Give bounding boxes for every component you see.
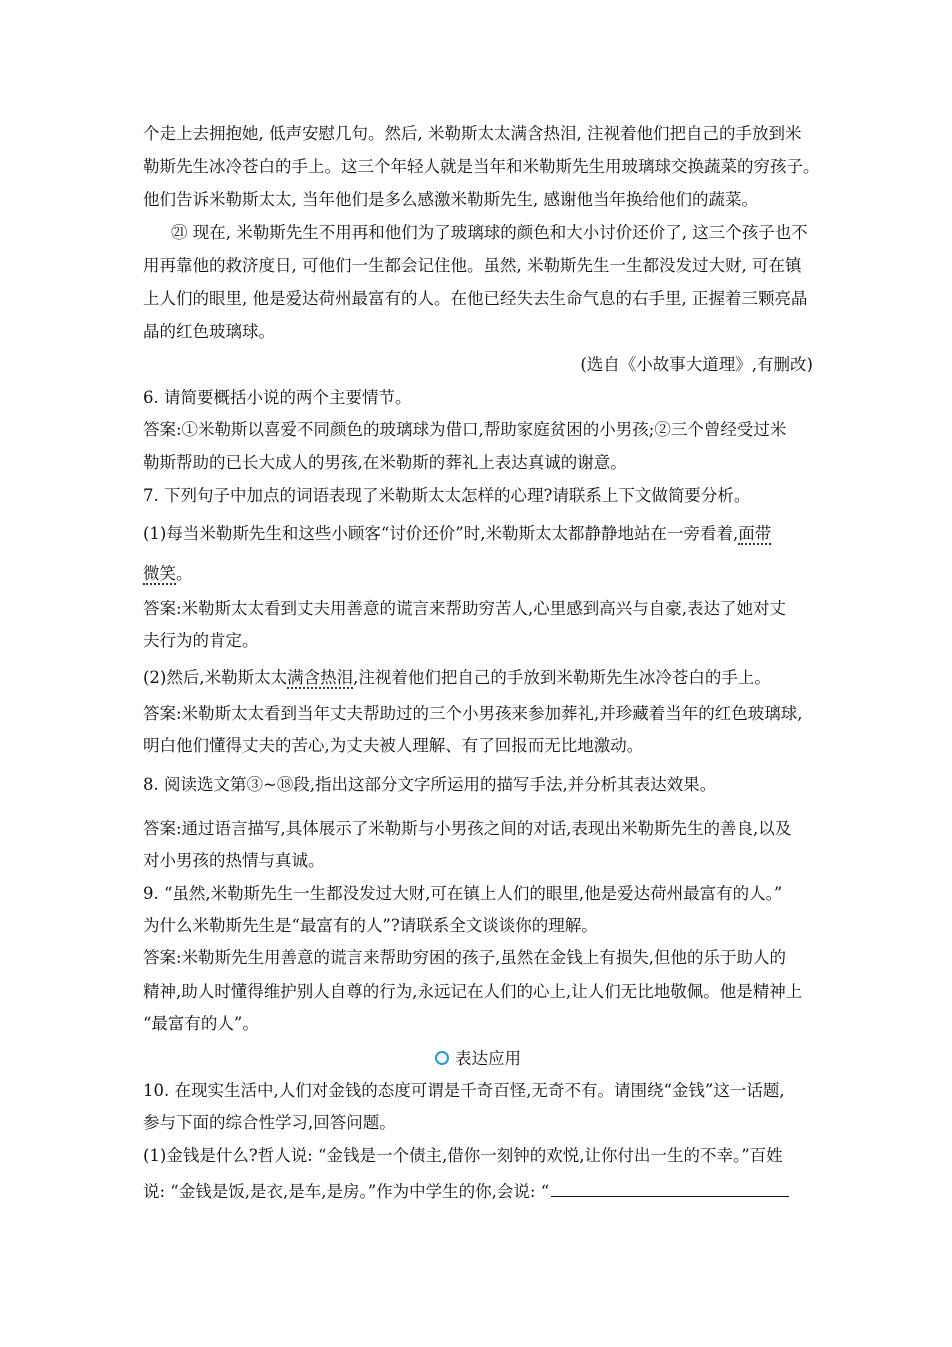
part-1-text: (1)每当米勒斯先生和这些小顾客“讨价还价”时,米勒斯太太都静静地站在一旁看着, <box>143 524 739 543</box>
question-10-text: 说: “金钱是饭,是衣,是车,是房。”作为中学生的你,会说: “ <box>143 1182 550 1201</box>
section-title: 表达应用 <box>455 1049 521 1068</box>
dotted-word: 满含热泪 <box>287 668 354 687</box>
part-2-text: (2)然后,米勒斯太太 <box>143 668 288 687</box>
question-8: 8. 阅读选文第③~⑱段,指出这部分文字所运用的描写手法,并分析其表达效果。 <box>143 775 717 794</box>
answer-blank[interactable] <box>551 1178 789 1197</box>
question-9-line: 9. “虽然,米勒斯先生一生都没发过大财,可在镇上人们的眼里,他是爱达荷州最富有的人。” <box>143 884 783 903</box>
question-7: 7. 下列句子中加点的词语表现了米勒斯太太怎样的心理?请联系上下文做简要分析。 <box>143 486 751 505</box>
answer-6-line: 勒斯帮助的已长大成人的男孩,在米勒斯的葬礼上表达真诚的谢意。 <box>143 453 627 472</box>
part-2-text-end: ,注视着他们把自己的手放到米勒斯先生冰冷苍白的手上。 <box>353 668 771 687</box>
question-10-last-line <box>143 1178 789 1204</box>
answer-9-line: “最富有的人”。 <box>143 1014 259 1033</box>
dotted-word: 微笑 <box>143 564 176 583</box>
passage-line: 晶的红色玻璃球。 <box>143 322 275 341</box>
passage-line: ㉑ 现在, 米勒斯先生不用再和他们为了玻璃球的颜色和大小讨价还价了, 这三个孩子也不 <box>171 223 808 242</box>
passage-line: 他们告诉米勒斯太太, 当年他们是多么感激米勒斯先生, 感谢他当年换给他们的蔬菜。 <box>143 190 758 209</box>
passage-line: 用再靠他的救济度日, 可他们一生都会记住他。虽然, 米勒斯先生一生都没发过大财, 可在镇 <box>143 256 802 275</box>
source-citation: (选自《小故事大道理》,有删改) <box>580 355 813 374</box>
question-7-part-2 <box>143 666 771 690</box>
question-10-line: 10. 在现实生活中,人们对金钱的态度可谓是千奇百怪,无奇不有。请围绕“金钱”这一话题, <box>143 1081 785 1100</box>
answer-6-line: 答案:①米勒斯以喜爱不同颜色的玻璃球为借口,帮助家庭贫困的小男孩;②三个曾经受过米 <box>143 420 787 439</box>
answer-8-line: 对小男孩的热情与真诚。 <box>143 851 325 870</box>
answer-7-2-line: 答案:米勒斯太太看到当年丈夫帮助过的三个小男孩来参加葬礼,并珍藏着当年的红色玻璃球, <box>143 704 803 723</box>
answer-7-1-line: 答案:米勒斯太太看到丈夫用善意的谎言来帮助穷苦人,心里感到高兴与自豪,表达了她对丈 <box>143 599 787 618</box>
answer-7-1-line: 夫行为的肯定。 <box>143 631 259 650</box>
passage-line: 上人们的眼里, 他是爱达荷州最富有的人。在他已经失去生命气息的右手里, 正握着三颗亮晶 <box>143 289 808 308</box>
answer-9-line: 答案:米勒斯先生用善意的谎言来帮助穷困的孩子,虽然在金钱上有损失,但他的乐于助人的 <box>143 948 787 967</box>
answer-8-line: 答案:通过语言描写,具体展示了米勒斯与小男孩之间的对话,表现出米勒斯先生的善良,以及 <box>143 819 792 838</box>
question-6: 6. 请简要概括小说的两个主要情节。 <box>143 388 412 407</box>
answer-7-2-line: 明白他们懂得丈夫的苦心,为丈夫被人理解、有了回报而无比地激动。 <box>143 736 644 755</box>
dotted-word: 面带 <box>738 524 772 543</box>
question-9-line: 为什么米勒斯先生是“最富有的人”?请联系全文谈谈你的理解。 <box>143 916 598 935</box>
question-10-line: (1)金钱是什么?哲人说: “金钱是一个债主,借你一刻钟的欢悦,让你付出一生的不幸。”百姓 <box>143 1146 783 1165</box>
question-10-line: 参与下面的综合性学习,回答问题。 <box>143 1113 396 1132</box>
circle-icon <box>435 1051 449 1065</box>
passage-line: 个走上去拥抱她, 低声安慰几句。然后, 米勒斯太太满含热泪, 注视着他们把自己的手放到米 <box>143 124 802 143</box>
part-1-end: 。 <box>176 564 193 583</box>
question-7-part-1-cont <box>143 562 193 586</box>
question-7-part-1 <box>143 522 771 546</box>
section-heading <box>143 1047 813 1071</box>
passage-line: 勒斯先生冰冷苍白的手上。这三个年轻人就是当年和米勒斯先生用玻璃球交换蔬菜的穷孩子。 <box>143 157 820 176</box>
answer-9-line: 精神,助人时懂得维护别人自尊的行为,永远记在人们的心上,让人们无比地敬佩。他是精神上 <box>143 982 803 1001</box>
